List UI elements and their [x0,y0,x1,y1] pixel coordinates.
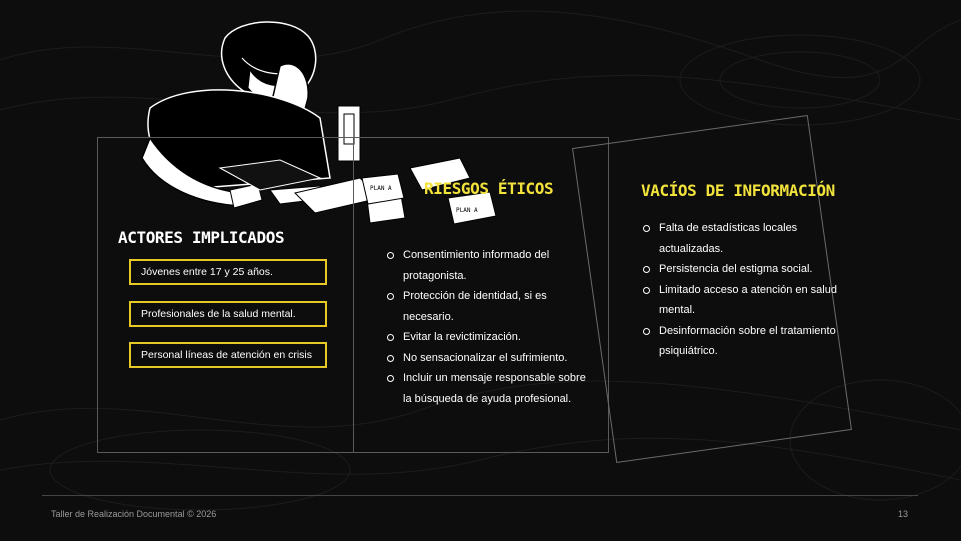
list-item: Evitar la revictimización. [387,327,587,348]
riesgos-heading: RIESGOS ÉTICOS [424,179,554,198]
actores-heading: ACTORES IMPLICADOS [118,228,285,247]
circle-bullet-icon [643,266,650,273]
svg-text:PLAN A: PLAN A [370,185,392,192]
circle-bullet-icon [387,375,394,382]
actor-item-profesionales: Profesionales de la salud mental. [129,301,327,327]
circle-bullet-icon [387,293,394,300]
column-divider [353,137,354,453]
list-item: Persistencia del estigma social. [643,259,853,280]
circle-bullet-icon [643,225,650,232]
list-item: Desinformación sobre el tratamiento psiquiátrico. [643,321,853,362]
vacios-heading: VACÍOS DE INFORMACIÓN [641,181,835,200]
actor-item-personal-lineas: Personal líneas de atención en crisis [129,342,327,368]
list-item: Incluir un mensaje responsable sobre la búsqueda de ayuda profesional. [387,368,587,409]
list-item: Falta de estadísticas locales actualizadas. [643,218,853,259]
circle-bullet-icon [387,334,394,341]
list-item: Limitado acceso a atención en salud mental. [643,280,853,321]
page-number: 13 [898,509,909,519]
circle-bullet-icon [643,328,650,335]
riesgos-list [387,245,587,409]
list-item: Protección de identidad, si es necesario. [387,286,587,327]
circle-bullet-icon [387,355,394,362]
footer-text: Taller de Realización Documental © 2026 [51,509,217,519]
vacios-list [643,218,853,362]
svg-text:PLAN A: PLAN A [456,207,478,214]
actor-item-jovenes: Jóvenes entre 17 y 25 años. [129,259,327,285]
footer-divider [42,495,918,496]
circle-bullet-icon [387,252,394,259]
list-item: No sensacionalizar el sufrimiento. [387,348,587,369]
circle-bullet-icon [643,287,650,294]
list-item: Consentimiento informado del protagonista. [387,245,587,286]
